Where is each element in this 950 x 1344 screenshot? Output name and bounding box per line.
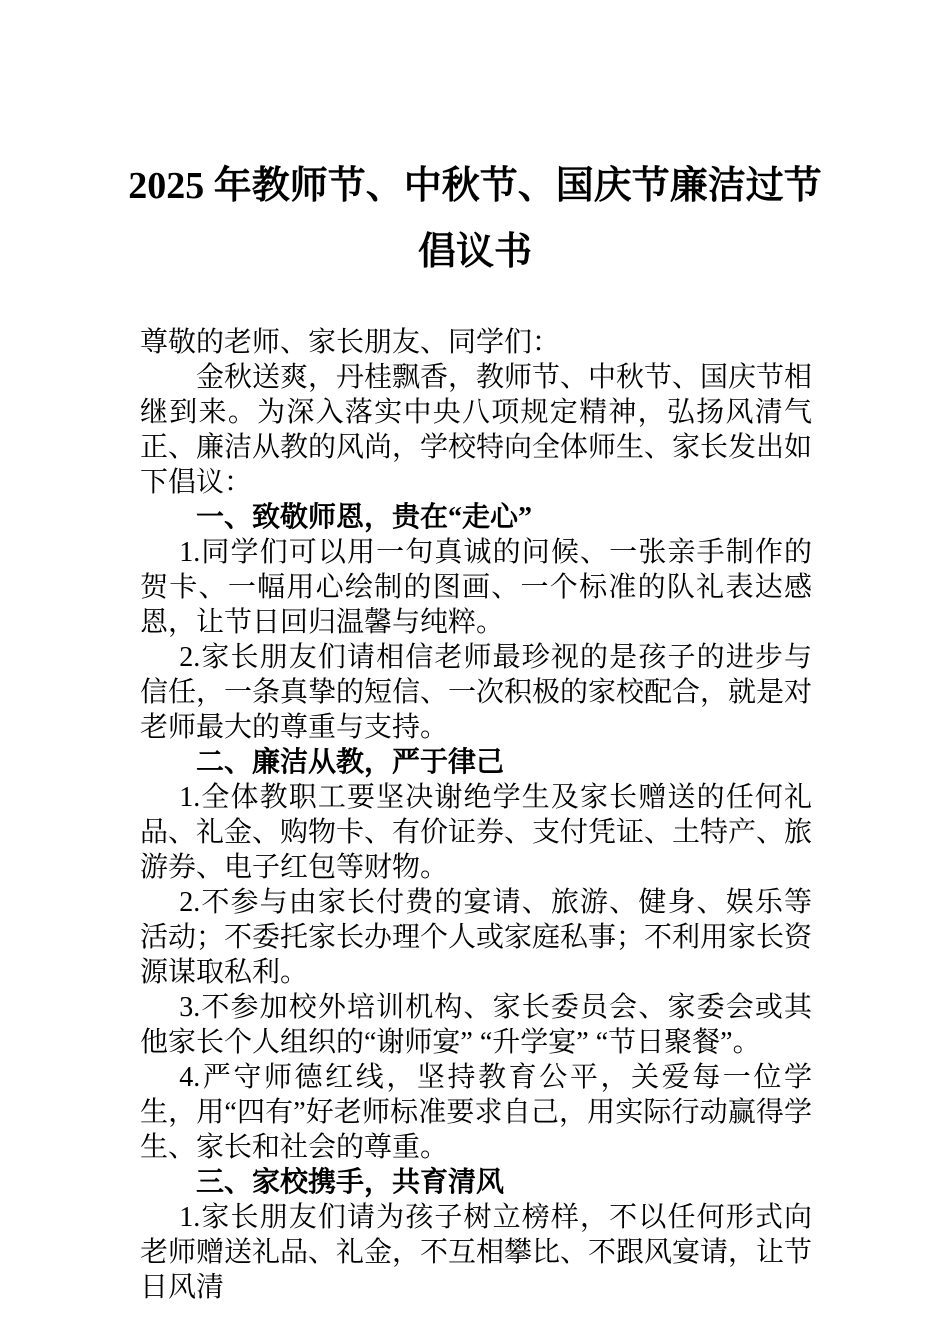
section-heading-2: 二、廉洁从教，严于律己	[196, 747, 505, 778]
document-body	[140, 325, 812, 1305]
document-title-line2: 倡议书	[417, 231, 532, 273]
section1-item-2: 2.家长朋友们请相信老师最珍视的是孩子的进步与信任，一条真挚的短信、一次积极的家校配合，就是对老师最大的尊重与支持。	[140, 642, 813, 743]
section2-item-1: 1.全体教职工要坚决谢绝学生及家长赠送的任何礼品、礼金、购物卡、有价证券、支付凭证、土特产、旅游券、电子红包等财物。	[140, 782, 813, 883]
salutation: 尊敬的老师、家长朋友、同学们：	[140, 327, 561, 358]
section-heading-3: 三、家校携手，共育清风	[196, 1167, 505, 1198]
section2-item-3: 3.不参加校外培训机构、家长委员会、家委会或其他家长个人组织的“谢师宴” “升学宴” “节日聚餐”。	[140, 992, 812, 1058]
document-title-line1: 2025 年教师节、中秋节、国庆节廉洁过节	[128, 165, 822, 207]
section1-item-1: 1.同学们可以用一句真诚的问候、一张亲手制作的贺卡、一幅用心绘制的图画、一个标准的队礼表达感恩，让节日回归温馨与纯粹。	[140, 537, 812, 638]
document-title	[0, 0, 950, 285]
section3-item-1: 1.家长朋友们请为孩子树立榜样，不以任何形式向老师赠送礼品、礼金，不互相攀比、不跟风宴请，让节日风清	[140, 1202, 813, 1303]
section2-item-4: 4.严守师德红线，坚持教育公平，关爱每一位学生，用“四有”好老师标准要求自己，用实际行动赢得学生、家长和社会的尊重。	[140, 1062, 812, 1163]
intro-paragraph: 金秋送爽，丹桂飘香，教师节、中秋节、国庆节相继到来。为深入落实中央八项规定精神，弘扬风清气正、廉洁从教的风尚，学校特向全体师生、家长发出如下倡议：	[140, 362, 813, 498]
section-heading-1: 一、致敬师恩，贵在“走心”	[196, 502, 533, 533]
section2-item-2: 2.不参与由家长付费的宴请、旅游、健身、娱乐等活动；不委托家长办理个人或家庭私事；不利用家长资源谋取私利。	[140, 887, 813, 988]
